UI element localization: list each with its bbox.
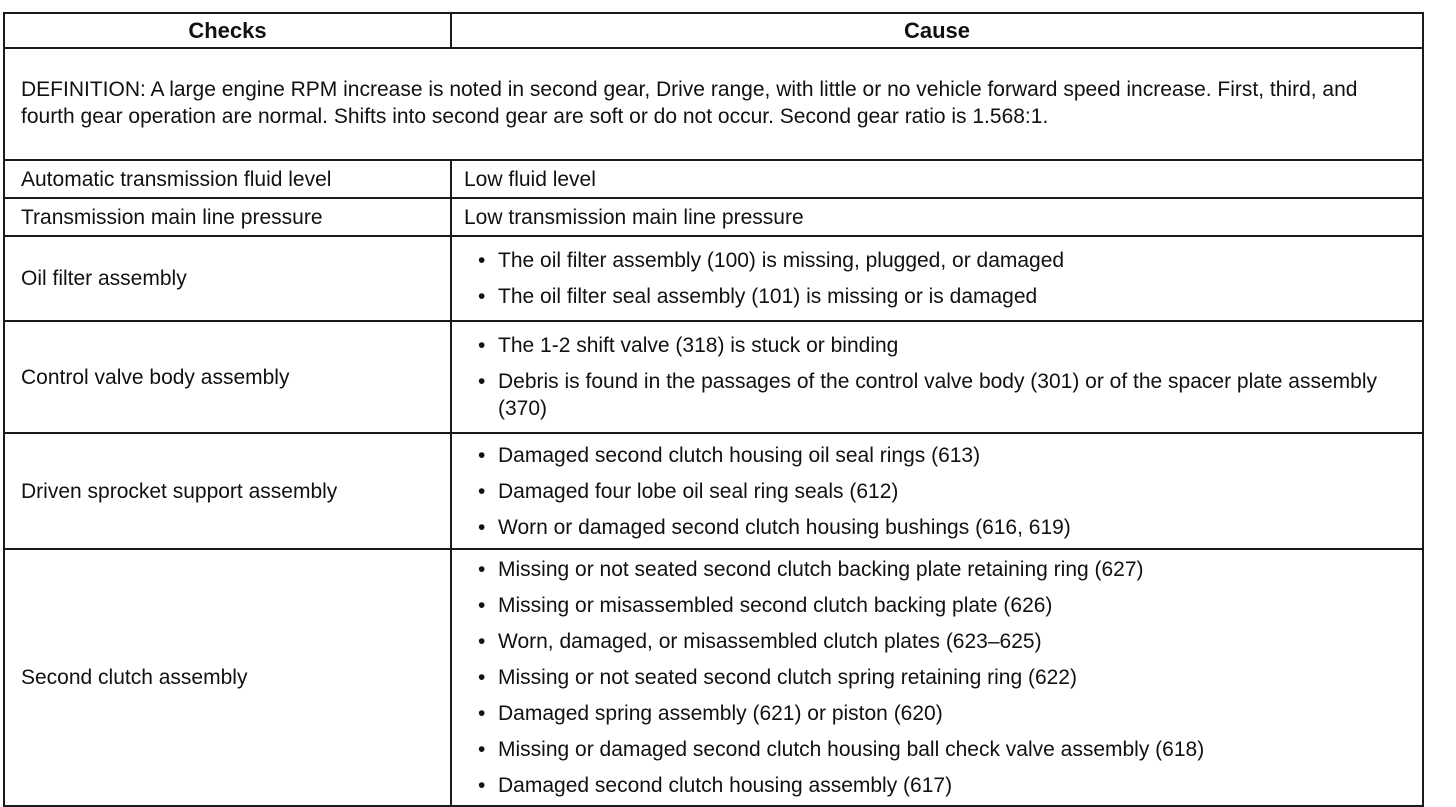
definition-row <box>4 48 1423 160</box>
cause-text: Damaged four lobe oil seal ring seals (612) <box>498 479 899 503</box>
bullet-icon: • <box>478 515 486 539</box>
bullet-icon: • <box>478 479 486 503</box>
cause-text: The oil filter assembly (100) is missing, plugged, or damaged <box>498 249 1065 272</box>
cause-text: Worn or damaged second clutch housing bushings (616, 619) <box>498 515 1071 539</box>
bullet-icon: • <box>478 702 486 725</box>
cause-text: The 1-2 shift valve (318) is stuck or binding <box>498 334 899 357</box>
cause-cell <box>451 321 1423 433</box>
cause-list <box>464 326 1410 428</box>
cause-item <box>464 368 1410 422</box>
bullet-icon: • <box>478 594 486 617</box>
cause-item <box>464 247 1410 274</box>
cause-text: The oil filter seal assembly (101) is missing or is damaged <box>498 285 1038 308</box>
bullet-icon: • <box>478 443 486 467</box>
check-cell: Second clutch assembly <box>4 549 451 806</box>
cause-text: Missing or not seated second clutch spring retaining ring (622) <box>498 666 1077 689</box>
check-cell: Control valve body assembly <box>4 321 451 433</box>
bullet-icon: • <box>478 774 486 797</box>
cause-text: Worn, damaged, or misassembled clutch plates (623–625) <box>498 630 1042 653</box>
definition-text: DEFINITION: A large engine RPM increase is noted in second gear, Drive range, with little or no vehicle forward speed increase. First, third, and fourth gear operation are normal. Shifts into second gear are soft or do not occur. Second gear ratio is 1.568:1. <box>4 48 1423 160</box>
checks-column-header: Checks <box>4 13 451 48</box>
bullet-icon: • <box>478 558 486 581</box>
cause-cell: Low transmission main line pressure <box>451 198 1423 236</box>
bullet-icon: • <box>478 370 486 393</box>
cause-cell <box>451 433 1423 549</box>
cause-text: Debris is found in the passages of the control valve body (301) or of the spacer plate assembly (370) <box>498 370 1377 420</box>
table-row <box>4 321 1423 433</box>
bullet-icon: • <box>478 738 486 761</box>
bullet-icon: • <box>478 249 486 272</box>
cause-item <box>464 664 1410 691</box>
bullet-icon: • <box>478 334 486 357</box>
table-row <box>4 549 1423 806</box>
cause-item <box>464 442 1410 469</box>
cause-item <box>464 283 1410 310</box>
cause-list <box>464 550 1410 805</box>
bullet-icon: • <box>478 666 486 689</box>
cause-item <box>464 514 1410 541</box>
cause-item <box>464 478 1410 505</box>
check-cell: Automatic transmission fluid level <box>4 160 451 198</box>
bullet-icon: • <box>478 630 486 653</box>
cause-text: Missing or damaged second clutch housing ball check valve assembly (618) <box>498 738 1205 761</box>
bullet-icon: • <box>478 285 486 308</box>
cause-list <box>464 436 1410 547</box>
cause-text: Missing or not seated second clutch backing plate retaining ring (627) <box>498 558 1144 581</box>
cause-text: Damaged second clutch housing oil seal rings (613) <box>498 443 981 467</box>
table-row <box>4 236 1423 321</box>
cause-text: Damaged second clutch housing assembly (617) <box>498 774 953 797</box>
table-row <box>4 433 1423 549</box>
cause-item <box>464 736 1410 763</box>
diagnostic-table <box>3 12 1424 807</box>
cause-item <box>464 628 1410 655</box>
table-row <box>4 198 1423 236</box>
cause-text: Damaged spring assembly (621) or piston (620) <box>498 702 943 725</box>
cause-item <box>464 700 1410 727</box>
check-cell: Driven sprocket support assembly <box>4 433 451 549</box>
header-row <box>4 13 1423 48</box>
cause-item <box>464 556 1410 583</box>
cause-cell: Low fluid level <box>451 160 1423 198</box>
cause-cell <box>451 236 1423 321</box>
cause-item <box>464 332 1410 359</box>
cause-list <box>464 241 1410 316</box>
cause-column-header: Cause <box>451 13 1423 48</box>
check-cell: Oil filter assembly <box>4 236 451 321</box>
table-row <box>4 160 1423 198</box>
cause-cell <box>451 549 1423 806</box>
cause-text: Missing or misassembled second clutch backing plate (626) <box>498 594 1053 617</box>
cause-item <box>464 592 1410 619</box>
cause-item <box>464 772 1410 799</box>
check-cell: Transmission main line pressure <box>4 198 451 236</box>
